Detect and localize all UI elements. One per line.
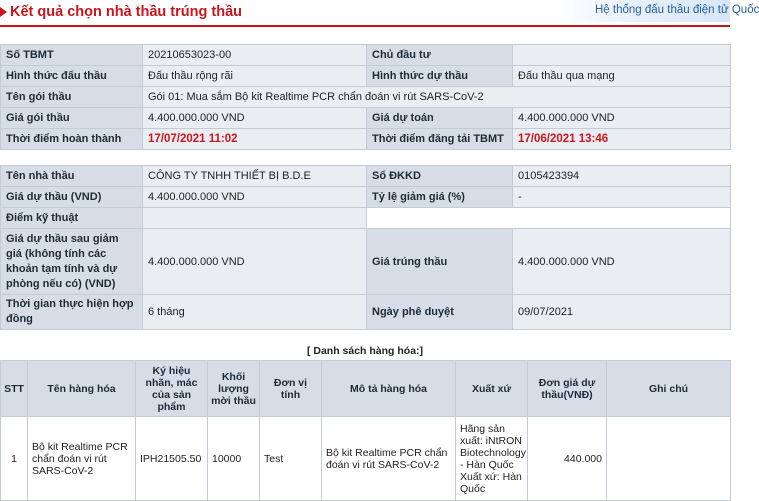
thoi-diem-hoan-thanh-label: Thời điểm hoàn thành bbox=[1, 129, 143, 150]
ngay-phe-duyet-label: Ngày phê duyệt bbox=[367, 295, 513, 330]
hinh-thuc-dau-thau-label: Hình thức đấu thầu bbox=[1, 66, 143, 87]
gia-du-toan-label: Giá dự toán bbox=[367, 108, 513, 129]
row-xuat-xu: Hãng sản xuất: iNtRON Biotechnology - Hàn Quốc Xuất xứ: Hàn Quốc bbox=[456, 417, 528, 501]
col-xuat-xu: Xuất xứ bbox=[456, 361, 528, 417]
page-title: Kết quả chọn nhà thầu trúng thầu bbox=[10, 4, 242, 20]
ten-nha-thau-label: Tên nhà thầu bbox=[1, 166, 143, 187]
thoi-diem-hoan-thanh-value: 17/07/2021 11:02 bbox=[148, 133, 238, 145]
col-stt: STT bbox=[1, 361, 28, 417]
so-dkkd-value: 0105423394 bbox=[513, 166, 731, 187]
ten-goi-thau-label: Tên gói thầu bbox=[1, 87, 143, 108]
table-row bbox=[1, 417, 731, 501]
col-don-vi-tinh: Đơn vị tính bbox=[260, 361, 322, 417]
arrow-right-icon bbox=[0, 7, 7, 17]
hinh-thuc-dau-thau-value: Đấu thầu rộng rãi bbox=[143, 66, 367, 87]
gia-du-toan-value: 4.400.000.000 VND bbox=[513, 108, 731, 129]
goods-header-row bbox=[1, 361, 731, 417]
row-ky-hieu: IPH21505.50 bbox=[136, 417, 208, 501]
goods-list-title: [ Danh sách hàng hóa:] bbox=[306, 345, 424, 357]
empty-cell bbox=[367, 208, 731, 229]
ty-le-giam-gia-label: Tỷ lệ giảm giá (%) bbox=[367, 187, 513, 208]
gia-goi-thau-label: Giá gói thầu bbox=[1, 108, 143, 129]
row-ten-hang-hoa: Bộ kit Realtime PCR chẩn đoán vi rút SARS-CoV-2 bbox=[28, 417, 136, 501]
col-don-gia: Đơn giá dự thầu(VNĐ) bbox=[528, 361, 607, 417]
table-row bbox=[1, 166, 731, 187]
diem-ky-thuat-value bbox=[143, 208, 367, 229]
so-tbmt-label: Số TBMT bbox=[1, 45, 143, 66]
table-row bbox=[1, 66, 731, 87]
gia-trung-thau-value: 4.400.000.000 VND bbox=[513, 229, 731, 295]
row-stt: 1 bbox=[1, 417, 28, 501]
table-row bbox=[1, 187, 731, 208]
table-row bbox=[1, 295, 731, 330]
ten-nha-thau-value: CÔNG TY TNHH THIẾT BỊ B.D.E bbox=[143, 166, 367, 187]
row-don-vi-tinh: Test bbox=[260, 417, 322, 501]
col-ghi-chu: Ghi chú bbox=[607, 361, 731, 417]
row-don-gia: 440.000 bbox=[528, 417, 607, 501]
row-mo-ta: Bộ kit Realtime PCR chẩn đoán vi rút SARS-CoV-2 bbox=[322, 417, 456, 501]
thoi-diem-dang-tai-label: Thời điểm đăng tải TBMT bbox=[367, 129, 513, 150]
hinh-thuc-du-thau-label: Hình thức dự thầu bbox=[367, 66, 513, 87]
thoi-gian-thuc-hien-value: 6 tháng bbox=[143, 295, 367, 330]
col-ky-hieu: Ký hiệu nhãn, mác của sản phẩm bbox=[136, 361, 208, 417]
table-row bbox=[1, 208, 731, 229]
so-dkkd-label: Số ĐKKD bbox=[367, 166, 513, 187]
site-name-link[interactable]: Hệ thống đấu thầu điện tử Quốc bbox=[555, 0, 730, 22]
ngay-phe-duyet-value: 09/07/2021 bbox=[513, 295, 731, 330]
package-info-table bbox=[0, 44, 731, 150]
ten-goi-thau-value: Gói 01: Mua sắm Bộ kit Realtime PCR chẩn đoán vi rút SARS-CoV-2 bbox=[143, 87, 731, 108]
gia-sau-giam-value: 4.400.000.000 VND bbox=[143, 229, 367, 295]
goods-table bbox=[0, 360, 731, 501]
thoi-gian-thuc-hien-label: Thời gian thực hiện hợp đồng bbox=[1, 295, 143, 330]
thoi-diem-dang-tai-value: 17/06/2021 13:46 bbox=[518, 133, 609, 145]
diem-ky-thuat-label: Điểm kỹ thuật bbox=[1, 208, 143, 229]
col-ten-hang-hoa: Tên hàng hóa bbox=[28, 361, 136, 417]
hinh-thuc-du-thau-value: Đấu thầu qua mạng bbox=[513, 66, 731, 87]
col-khoi-luong: Khối lượng mời thầu bbox=[208, 361, 260, 417]
chu-dau-tu-value bbox=[513, 45, 731, 66]
gia-du-thau-value: 4.400.000.000 VND bbox=[143, 187, 367, 208]
table-row bbox=[1, 108, 731, 129]
col-mo-ta: Mô tả hàng hóa bbox=[322, 361, 456, 417]
table-row bbox=[1, 87, 731, 108]
gia-du-thau-label: Giá dự thầu (VND) bbox=[1, 187, 143, 208]
so-tbmt-value: 20210653023-00 bbox=[143, 45, 367, 66]
table-row bbox=[1, 229, 731, 295]
gia-sau-giam-label: Giá dự thầu sau giảm giá (không tính các khoản tạm tính và dự phòng nếu có) (VND) bbox=[1, 229, 143, 295]
gia-trung-thau-label: Giá trúng thầu bbox=[367, 229, 513, 295]
gia-goi-thau-value: 4.400.000.000 VND bbox=[143, 108, 367, 129]
row-khoi-luong: 10000 bbox=[208, 417, 260, 501]
title-block bbox=[0, 0, 242, 24]
header-divider bbox=[0, 25, 730, 27]
chu-dau-tu-label: Chủ đầu tư bbox=[367, 45, 513, 66]
page-header bbox=[0, 0, 759, 28]
ty-le-giam-gia-value: - bbox=[513, 187, 731, 208]
row-ghi-chu bbox=[607, 417, 731, 501]
contractor-info-table bbox=[0, 165, 731, 330]
table-row bbox=[1, 45, 731, 66]
table-row bbox=[1, 129, 731, 150]
